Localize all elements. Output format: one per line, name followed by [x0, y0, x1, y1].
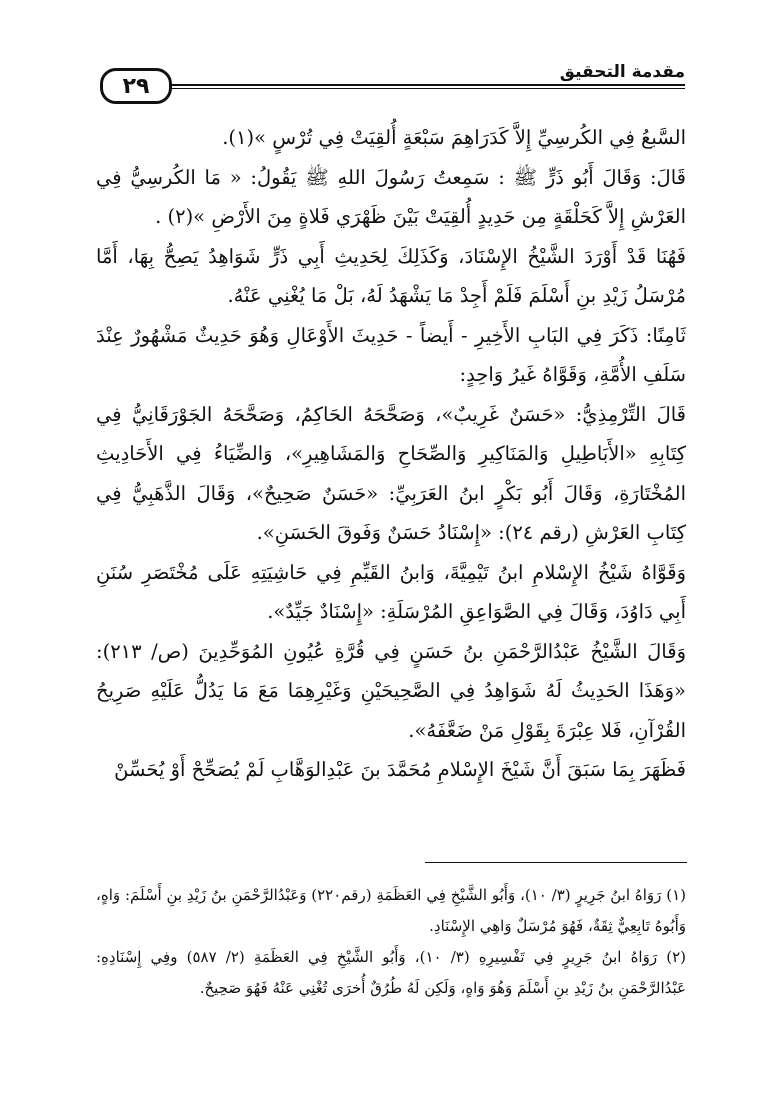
- footnote: (٢) رَوَاهُ ابنُ جَرِيرٍ فِي تَفْسِيرِهِ (٣/ ١٠)، وَأَبُو الشَّيْخِ فِي العَظَمَةِ (٢/ ٥٨٧) وفِي إِسْنَادِهِ: عَبْدُالرَّحْمَنِ بنُ زَيْدِ بنِ أَسْلَمَ وَهُوَ وَاهٍ، وَلَكِن لَهُ طُرُقٌ أُخرَى تُغْنِي عَنْهُ فَهُوَ صَحِيحٌ.: [96, 948, 686, 997]
- footnotes: [96, 880, 686, 1004]
- header-rule: [164, 84, 685, 86]
- paragraph: فَظَهَرَ بِمَا سَبَقَ أَنَّ شَيْخَ الإِسْلامِ مُحَمَّدَ بنَ عَبْدِالوَهَّابِ لَمْ يُصَحِّحْ أَوْ يُحَسِّنْ: [114, 758, 686, 781]
- footnote: (١) رَوَاهُ ابنُ جَرِيرٍ (٣/ ١٠)، وَأَبُو الشَّيْخِ فِي العَظَمَةِ (رقم٢٢٠) وَعَبْدُالرَّحْمَنِ بنُ زَيْدِ بنِ أَسْلَمَ: وَاهٍ، وَأَبُوهُ تَابِعِيٌّ ثِقَةٌ، فَهُوَ مُرْسَلٌ وَاهِي الإِسْنَادِ.: [96, 886, 686, 935]
- paragraph: وَقَوَّاهُ شَيْخُ الإِسْلامِ ابنُ تَيْمِيَّةَ، وَابنُ القَيِّمِ فِي حَاشِيَتِهِ عَلَى مُخْتَصَرِ سُنَنِ أَبِي دَاوُدَ، وَقَالَ فِي الصَّوَاعِقِ المُرْسَلَةِ: «إِسْنَادٌ جَيِّدٌ».: [96, 560, 686, 623]
- paragraph: ثَامِنًا: ذَكَرَ فِي البَابِ الأَخِيرِ - أَيضاً - حَدِيثَ الأَوْعَالِ وَهُوَ حَدِيثٌ مَشْهُورٌ عِنْدَ سَلَفِ الأُمَّةِ، وَقَوَّاهُ غَيرُ وَاحِدٍ:: [96, 323, 686, 386]
- footnote-separator: [425, 862, 687, 863]
- page-header: [100, 62, 685, 112]
- page-number: ٢٩: [100, 68, 172, 104]
- header-rule-thin: [164, 88, 685, 89]
- main-text: [96, 118, 686, 790]
- paragraph: فَهُنَا قَدْ أَوْرَدَ الشَّيْخُ الإِسْنَادَ، وَكَذَلِكَ لِحَدِيثِ أَبِي ذَرٍّ شَوَاهِدُ يَصِحُّ بِهَا، أَمَّا مُرْسَلُ زَيْدِ بنِ أَسْلَمَ فَلَمْ أَجِدْ مَا يَشْهَدُ لَهُ، بَلْ مَا يُغْنِي عَنْهُ.: [96, 244, 686, 307]
- running-title: مقدمة التحقيق: [552, 62, 685, 82]
- paragraph: السَّبعُ فِي الكُرسِيِّ إِلاَّ كَدَرَاهِمَ سَبْعَةٍ أُلقِيَتْ فِي تُرْسٍ »(١).: [222, 126, 686, 149]
- paragraph: قَالَ التِّرْمِذِيُّ: «حَسَنٌ غَرِيبٌ»، وَصَحَّحَهُ الحَاكِمُ، وَصَحَّحَهُ الجَوْرَقَانِيُّ فِي كِتَابِهِ «الأَبَاطِيلِ وَالمَنَاكِيرِ وَالصِّحَاحِ وَالمَشَاهِيرِ»، وَالضِّيَاءُ فِي الأَحَادِيثِ المُخْتَارَةِ، وَقَالَ أَبُو بَكْرٍ ابنُ العَرَبِيِّ: «حَسَنٌ صَحِيحٌ»، وَقَالَ الذَّهَبِيُّ فِي كِتَابِ العَرْشِ (رقم ٢٤): «إِسْنَادُ حَسَنٌ وَفَوقَ الحَسَنِ».: [96, 402, 686, 544]
- paragraph: وَقَالَ الشَّيْخُ عَبْدُالرَّحْمَنِ بنُ حَسَنٍ فِي قُرَّةِ عُيُونِ المُوَحِّدِينَ (ص/ ٢١٣): «وَهَذَا الحَدِيثُ لَهُ شَوَاهِدُ فِي الصَّحِيحَيْنِ وَغَيْرِهِمَا مَعَ مَا يَدُلُّ عَلَيْهِ صَرِيحُ القُرْآنِ، فَلا عِبْرَةَ بِقَوْلِ مَنْ ضَعَّفَهُ».: [96, 639, 686, 742]
- paragraph: قَالَ: وَقَالَ أَبُو ذَرٍّ ﷺ : سَمِعتُ رَسُولَ اللهِ ﷺ يَقُولُ: « مَا الكُرسِيُّ فِي العَرْشِ إِلاَّ كَحَلْقَةٍ مِن حَدِيدٍ أُلقِيَتْ بَيْنَ ظَهْرَي فَلاةٍ مِنَ الأَرْضِ »(٢) .: [96, 165, 686, 228]
